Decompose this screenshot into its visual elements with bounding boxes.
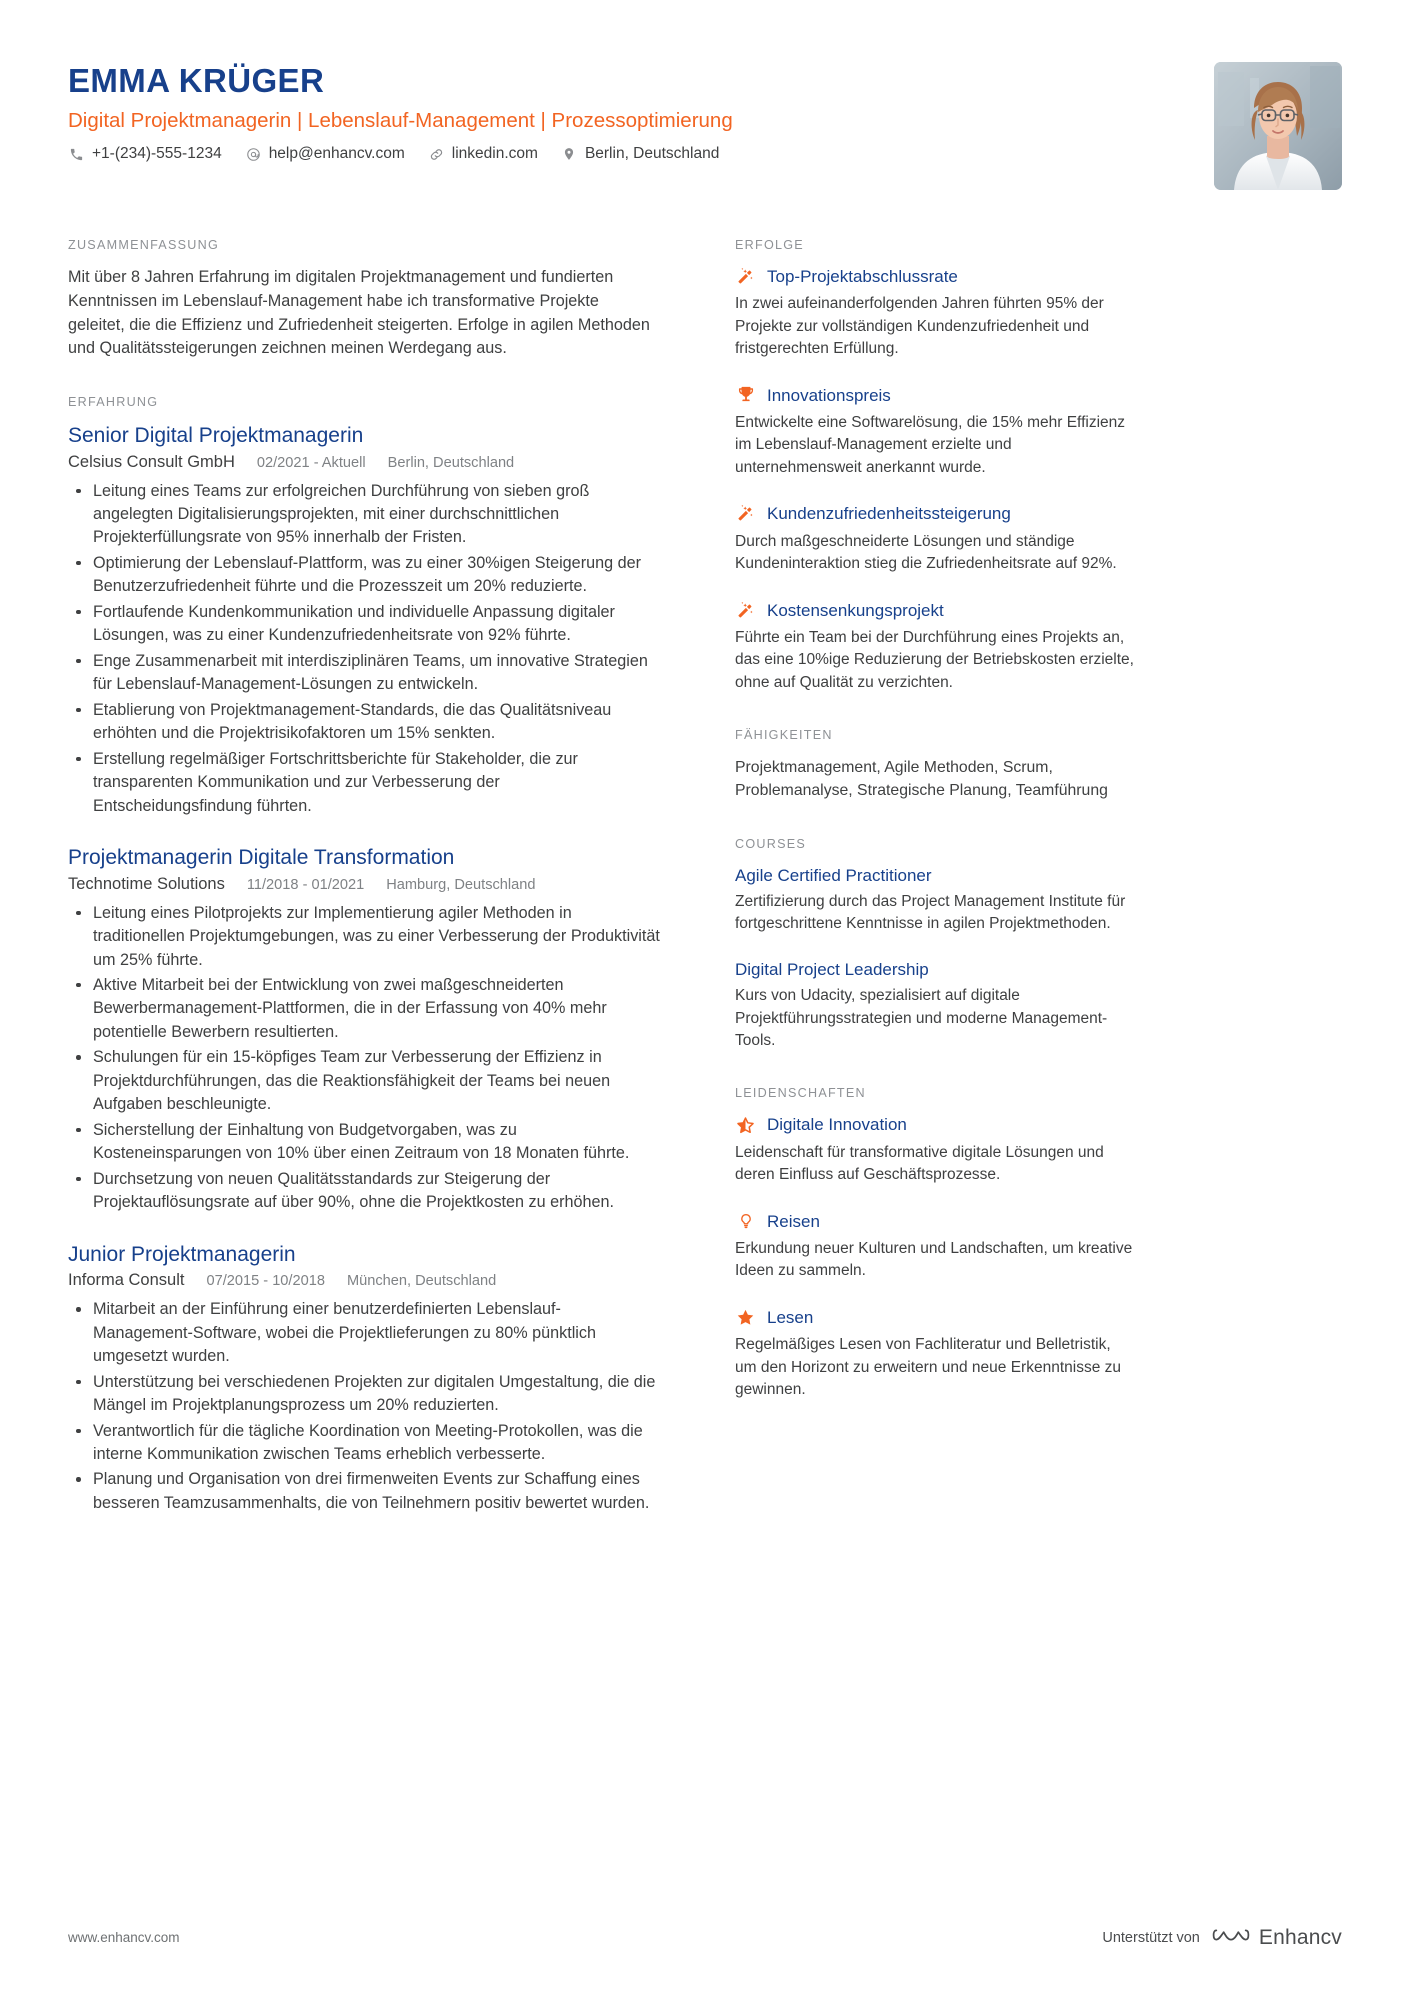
experience-entry — [68, 423, 660, 818]
achievement-item — [735, 266, 1135, 361]
job-bullet: Verantwortlich für die tägliche Koordination von Meeting-Protokollen, was die interne Kommunikation zwischen Teams erheblich verbesserte. — [68, 1420, 660, 1467]
job-dates: 07/2015 - 10/2018 — [206, 1273, 325, 1290]
job-bullet: Mitarbeit an der Einführung einer benutzerdefinierten Lebenslauf-Management-Software, wobei die Projektlieferungen zu 80% pünktlich umgesetzt wurden. — [68, 1298, 660, 1368]
job-meta — [68, 1271, 660, 1290]
passion-header — [735, 1307, 1135, 1328]
job-title: Senior Digital Projektmanagerin — [68, 424, 364, 448]
job-title: Projektmanagerin Digitale Transformation — [68, 846, 455, 870]
achievement-description: In zwei aufeinanderfolgenden Jahren führten 95% der Projekte zur vollständigen Kundenzufriedenheit und fristgerechten Erfüllung. — [735, 295, 1104, 358]
enhancv-mark-icon — [1212, 1924, 1250, 1951]
job-bullet: Leitung eines Teams zur erfolgreichen Durchführung von sieben groß angelegten Digitalisierungsprojekten, mit einer durchschnittlichen Projekterfüllungsrate von 95% innerhalb der Fristen. — [68, 480, 660, 550]
footer-website-url[interactable]: www.enhancv.com — [68, 1930, 180, 1945]
course-description: Zertifizierung durch das Project Management Institute für fortgeschrittene Kenntnisse in agilen Projektmethoden. — [735, 892, 1126, 933]
section-title-skills: FÄHIGKEITEN — [735, 728, 833, 743]
magic-wand-icon — [735, 266, 756, 287]
job-bullet: Sicherstellung der Einhaltung von Budgetvorgaben, was zu Kosteneinsparungen von 10% über einen Zeitraum von 18 Monaten führte. — [68, 1119, 660, 1166]
contact-email-text: help@enhancv.com — [268, 145, 405, 163]
course-item — [735, 865, 1135, 936]
job-bullet: Optimierung der Lebenslauf-Plattform, was zu einer 30%igen Steigerung der Benutzerzufriedenheit führte und die Prozesszeit um 20% reduzierte. — [68, 552, 660, 599]
achievement-header — [735, 600, 1135, 621]
right-column — [735, 238, 1135, 1401]
passion-header — [735, 1211, 1135, 1232]
contact-email[interactable] — [245, 145, 405, 163]
achievement-header — [735, 266, 1135, 287]
resume-header — [68, 0, 1342, 200]
footer-branding — [1102, 1924, 1342, 1951]
link-icon — [428, 146, 445, 163]
resume-body — [68, 200, 1342, 1517]
job-location: Hamburg, Deutschland — [386, 876, 536, 893]
section-title-experience: ERFAHRUNG — [68, 395, 159, 410]
passion-description: Leidenschaft für transformative digitale Lösungen und deren Einfluss auf Geschäftsprozesse. — [735, 1143, 1104, 1184]
enhancv-wordmark: Enhancv — [1258, 1925, 1342, 1949]
achievement-title: Innovationspreis — [767, 385, 891, 405]
section-title-passions: LEIDENSCHAFTEN — [735, 1086, 866, 1101]
achievement-title: Kostensenkungsprojekt — [767, 600, 944, 620]
job-dates: 02/2021 - Aktuell — [256, 454, 366, 471]
job-bullet: Unterstützung bei verschiedenen Projekten zur digitalen Umgestaltung, die die Mängel im Projektplanungsprozess um 20% reduzierten. — [68, 1371, 660, 1418]
achievement-title: Kundenzufriedenheitssteigerung — [767, 504, 1011, 524]
achievement-description: Durch maßgeschneiderte Lösungen und ständige Kundeninteraktion stieg die Zufriedenheitsrate auf 92%. — [735, 532, 1117, 573]
page-title: EMMA KRÜGER — [68, 62, 325, 99]
section-courses — [735, 837, 1135, 1053]
passion-description: Regelmäßiges Lesen von Fachliteratur und Belletristik, um den Horizont zu erweitern und neue Erkenntnisse zu gewinnen. — [735, 1336, 1121, 1398]
job-bullet: Durchsetzung von neuen Qualitätsstandards zur Steigerung der Projektauflösungsrate auf über 90%, ohne die Projektkosten zu erhöhen. — [68, 1168, 660, 1215]
course-description: Kurs von Udacity, spezialisiert auf digitale Projektführungsstrategien und moderne Management-Tools. — [735, 987, 1108, 1049]
job-company: Informa Consult — [68, 1271, 185, 1290]
job-dates: 11/2018 - 01/2021 — [246, 876, 365, 893]
passion-title: Reisen — [767, 1211, 820, 1231]
contact-linkedin-text: linkedin.com — [451, 145, 538, 163]
job-company: Technotime Solutions — [68, 874, 225, 893]
header-text-block — [68, 52, 1214, 163]
job-bullet: Enge Zusammenarbeit mit interdisziplinären Teams, um innovative Strategien für Lebenslauf-Management-Lösungen zu entwickeln. — [68, 650, 660, 697]
lightbulb-icon — [735, 1211, 756, 1232]
section-summary — [68, 238, 660, 361]
job-meta — [68, 453, 660, 472]
star-filled-icon — [735, 1307, 756, 1328]
section-title-summary: ZUSAMMENFASSUNG — [68, 238, 219, 252]
star-half-icon — [735, 1115, 756, 1136]
avatar — [1214, 62, 1342, 190]
trophy-icon — [735, 385, 756, 406]
contact-location-text: Berlin, Deutschland — [584, 145, 720, 163]
achievement-item — [735, 503, 1135, 575]
achievement-header — [735, 385, 1135, 406]
job-bullet: Planung und Organisation von drei firmenweiten Events zur Schaffung eines besseren Teamzusammenhalts, die von Teilnehmern positiv bewertet wurden. — [68, 1468, 660, 1515]
passion-item — [735, 1114, 1135, 1186]
job-location: Berlin, Deutschland — [387, 454, 515, 471]
job-bullet-list — [68, 1298, 660, 1515]
enhancv-logo — [1212, 1924, 1342, 1951]
job-company: Celsius Consult GmbH — [68, 452, 235, 471]
contact-phone[interactable] — [68, 145, 222, 163]
job-bullet: Schulungen für ein 15-köpfiges Team zur Verbesserung der Effizienz in Projektdurchführungen, das die Reaktionsfähigkeit der Teams bei neuen Aufgaben beschleunigte. — [68, 1046, 660, 1116]
achievement-description: Entwickelte eine Softwarelösung, die 15% mehr Effizienz im Lebenslauf-Management erzielte und unternehmensweit anerkannt wurde. — [735, 413, 1126, 476]
passion-title: Digitale Innovation — [767, 1115, 907, 1135]
course-item — [735, 959, 1135, 1053]
contact-phone-text: +1-(234)-555-1234 — [92, 145, 222, 163]
section-title-achievements: ERFOLGE — [735, 238, 804, 252]
section-experience — [68, 395, 660, 1515]
page-footer — [68, 1924, 1342, 1951]
achievement-title: Top-Projektabschlussrate — [767, 267, 958, 286]
footer-powered-by-label: Unterstützt von — [1102, 1929, 1200, 1946]
job-bullet: Leitung eines Pilotprojekts zur Implementierung agiler Methoden in traditionellen Projektumgebungen, was zu einer Verbesserung der Produktivität um 25% führte. — [68, 902, 660, 972]
email-icon — [245, 146, 262, 163]
achievement-item — [735, 600, 1135, 695]
magic-wand-icon — [735, 600, 756, 621]
section-passions — [735, 1086, 1135, 1401]
professional-headline: Digital Projektmanagerin | Lebenslauf-Management | Prozessoptimierung — [68, 108, 733, 132]
job-bullet-list — [68, 480, 660, 819]
location-pin-icon — [561, 146, 578, 163]
achievement-item — [735, 385, 1135, 480]
magic-wand-icon — [735, 503, 756, 524]
course-title: Agile Certified Practitioner — [735, 865, 932, 885]
passion-item — [735, 1211, 1135, 1283]
passion-description: Erkundung neuer Kulturen und Landschaften, um kreative Ideen zu sammeln. — [735, 1239, 1133, 1280]
passion-header — [735, 1114, 1135, 1135]
contact-row — [68, 145, 1214, 163]
job-bullet: Fortlaufende Kundenkommunikation und individuelle Anpassung digitaler Lösungen, was zu einer Kundenzufriedenheitsrate von 92% führte. — [68, 601, 660, 648]
job-location: München, Deutschland — [346, 1273, 497, 1290]
achievement-description: Führte ein Team bei der Durchführung eines Projekts an, das eine 10%ige Reduzierung der Betriebskosten erzielte, ohne auf Qualität zu verzichten. — [735, 628, 1134, 691]
job-bullet: Erstellung regelmäßiger Fortschrittsberichte für Stakeholder, die zur transparenten Kommunikation und zur Verbesserung der Entscheidungsfindung führten. — [68, 748, 660, 818]
job-title: Junior Projektmanagerin — [68, 1242, 296, 1266]
achievement-header — [735, 503, 1135, 524]
experience-entry — [68, 1242, 660, 1516]
job-bullet-list — [68, 902, 660, 1215]
job-bullet: Aktive Mitarbeit bei der Entwicklung von zwei maßgeschneiderten Bewerbermanagement-Plattformen, die in der Erfassung von 40% mehr potentielle Bewerbern resultierten. — [68, 974, 660, 1044]
contact-linkedin[interactable] — [428, 145, 538, 163]
contact-location — [561, 145, 719, 163]
section-skills — [735, 728, 1135, 802]
job-meta — [68, 875, 660, 894]
passion-item — [735, 1307, 1135, 1402]
course-title: Digital Project Leadership — [735, 959, 929, 979]
experience-entry — [68, 845, 660, 1215]
phone-icon — [68, 146, 85, 163]
section-title-courses: COURSES — [735, 836, 807, 851]
left-column — [68, 238, 668, 1517]
summary-text: Mit über 8 Jahren Erfahrung im digitalen Projektmanagement und fundierten Kenntnissen im Lebenslauf-Management habe ich transformative Projekte geleitet, die die Effizienz und Zufriedenheit steigerten. Erfolge in agilen Methoden und Qualitätssteigerungen zeichnen meinen Werdegang aus. — [68, 268, 650, 358]
skills-text: Projektmanagement, Agile Methoden, Scrum, Problemanalyse, Strategische Planung, Teamführung — [735, 759, 1108, 800]
passion-title: Lesen — [767, 1307, 814, 1327]
section-achievements — [735, 238, 1135, 694]
job-bullet: Etablierung von Projektmanagement-Standards, die das Qualitätsniveau erhöhten und die Projektrisikofaktoren um 15% senkten. — [68, 699, 660, 746]
